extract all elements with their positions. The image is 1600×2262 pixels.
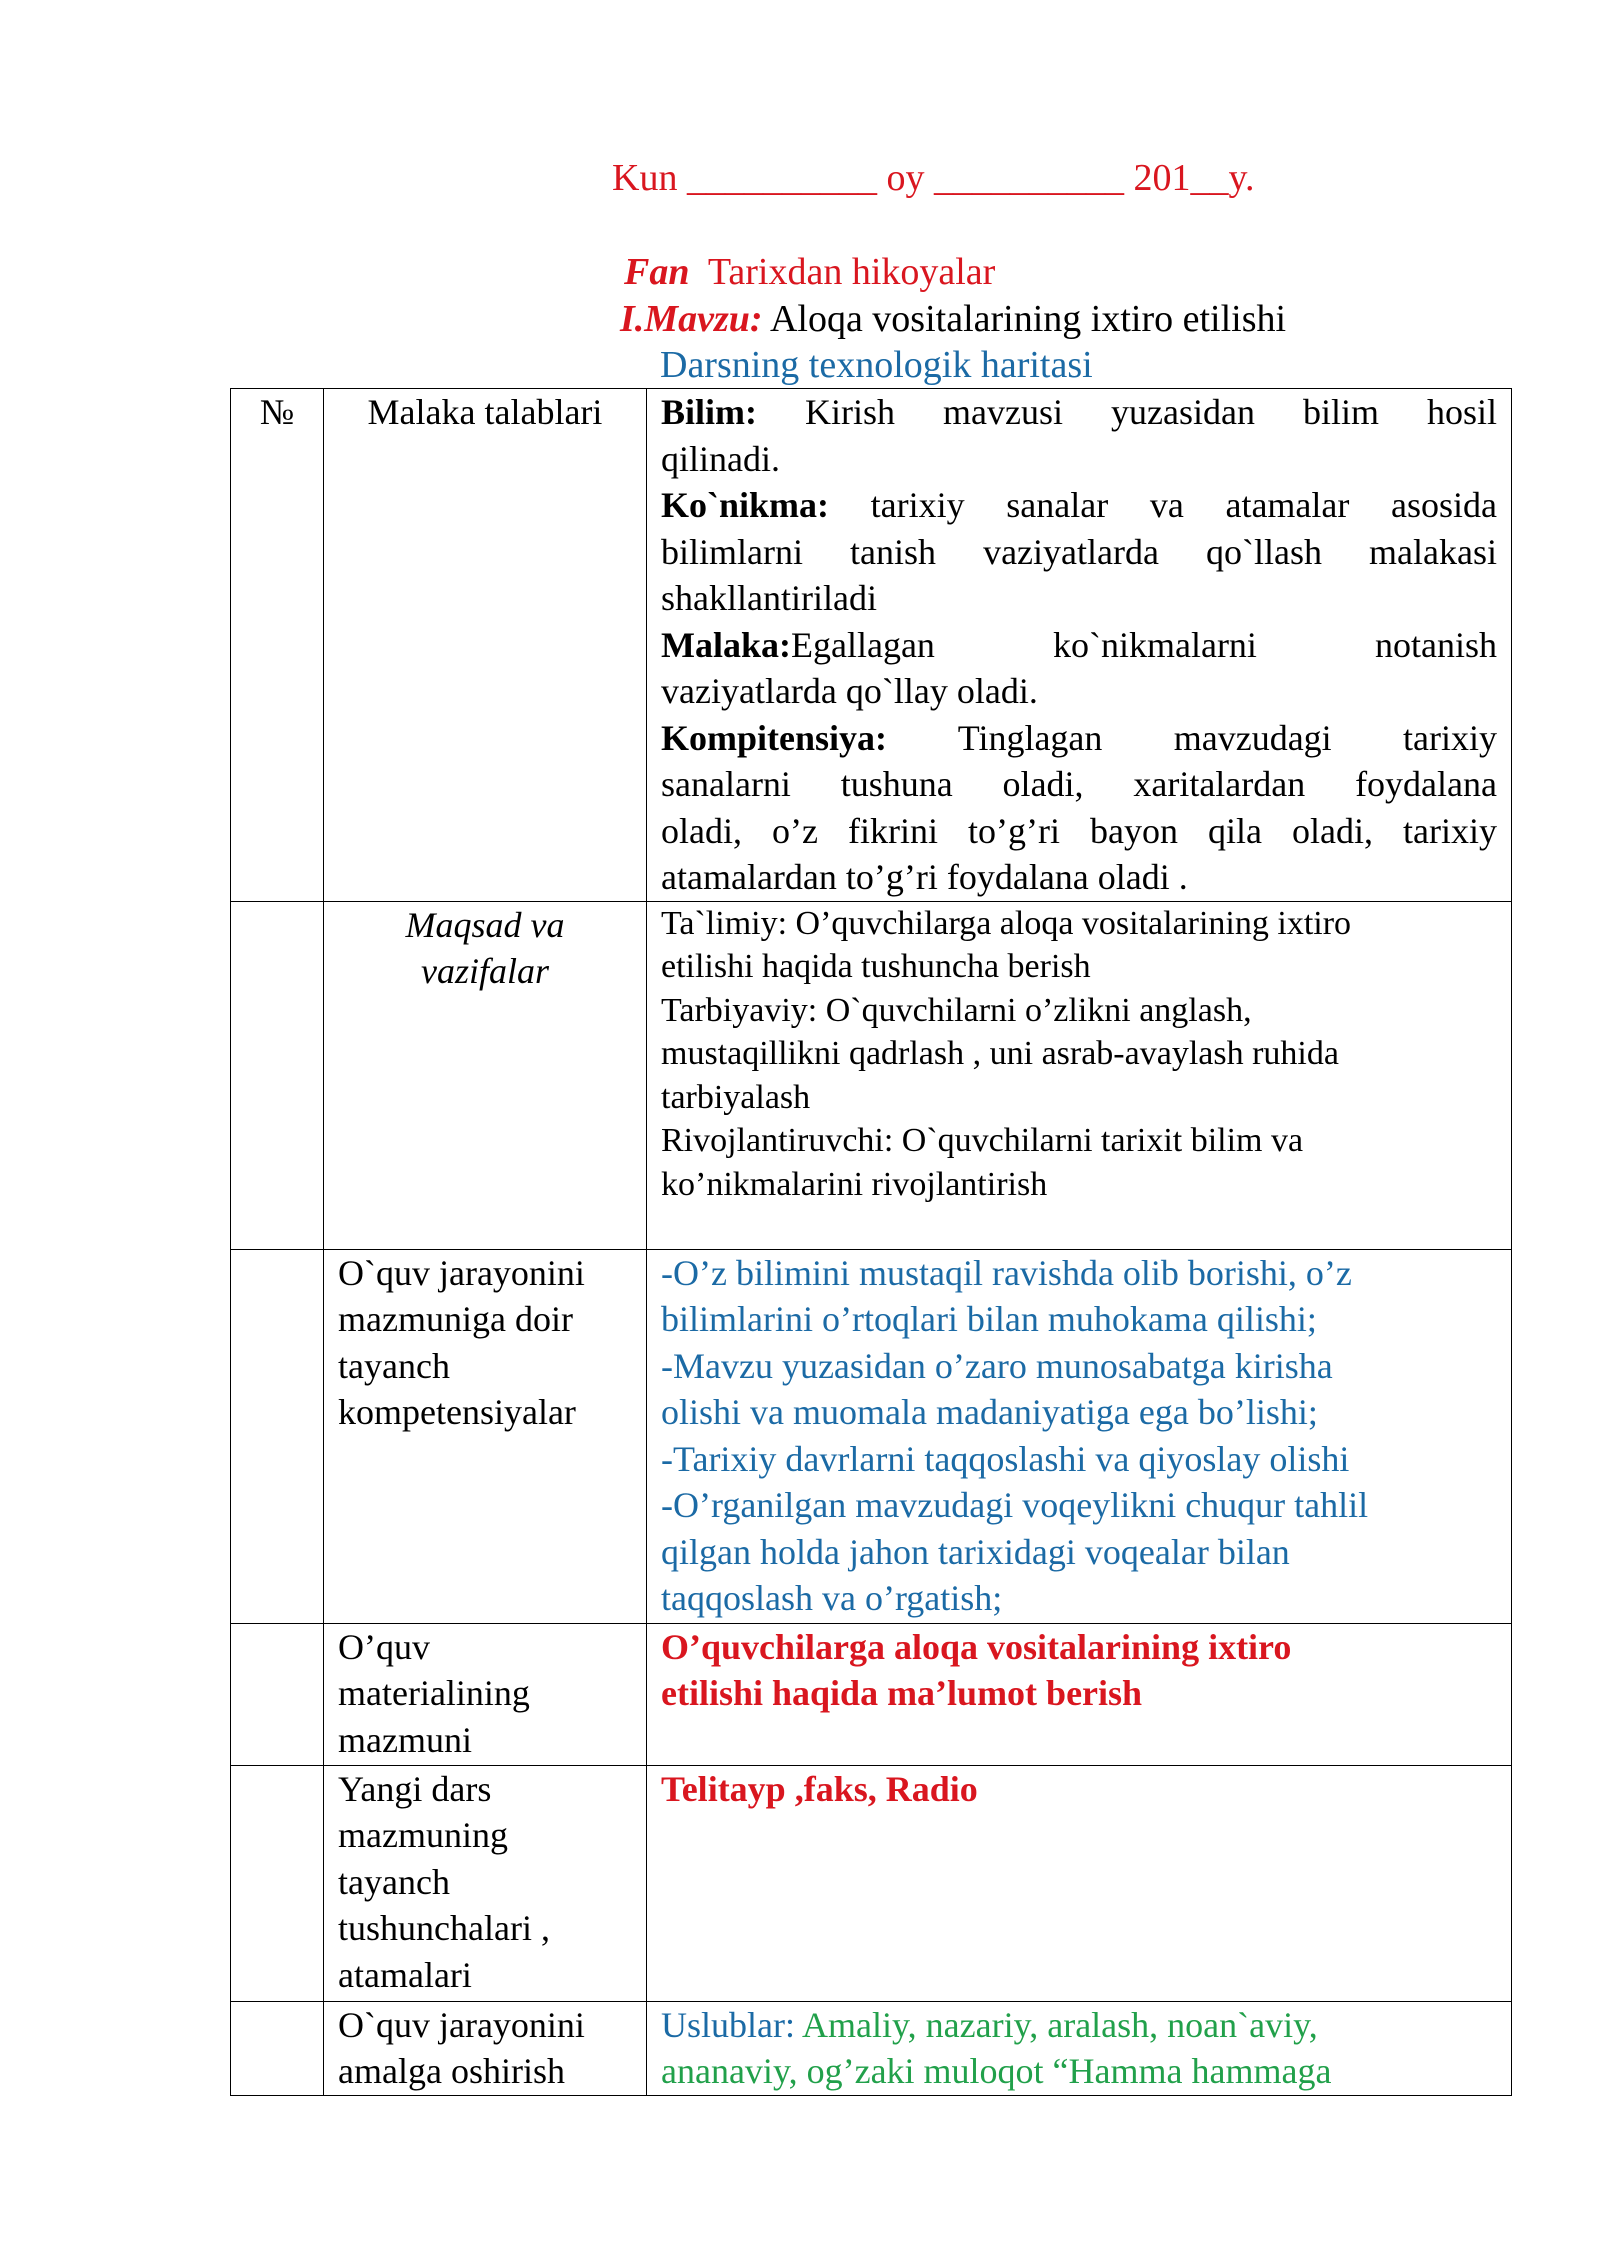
text-line: mustaqillikni qadrlash , uni asrab-avaylash ruhida xyxy=(661,1035,1339,1072)
text-line: -O’z bilimini mustaqil ravishda olib borishi, o’z xyxy=(661,1252,1352,1293)
text-line: olishi va muomala madaniyatiga ega bo’lishi; xyxy=(661,1392,1318,1432)
text-line: bilimlarni tanish vaziyatlarda qo`llash malakasi xyxy=(661,531,1497,572)
text-line: O’quvchilarga aloqa vositalarining ixtiro xyxy=(661,1626,1292,1667)
text-line: -O’rganilgan mavzudagi voqeylikni chuqur tahlil xyxy=(661,1485,1369,1525)
methods-label: Uslublar: xyxy=(661,2004,795,2045)
text-line: vaziyatlarda qo`llay oladi. xyxy=(661,671,1038,711)
text-line: shakllantiriladi xyxy=(661,578,877,618)
date-line: Kun __________ oy __________ 201__y. xyxy=(612,157,1255,199)
topic-value: Aloqa vositalarining ixtiro etilishi xyxy=(769,298,1287,340)
row-content xyxy=(647,389,1512,902)
num-cell xyxy=(231,901,324,1249)
text-line: Tarbiyaviy: O`quvchilarni o’zlikni anglash, xyxy=(661,991,1252,1029)
term: Kompitensiya: xyxy=(661,717,888,758)
row-label: Yangi dars mazmuning tayanch tushunchalari , atamalari xyxy=(324,1765,647,2001)
term: Ko`nikma: xyxy=(661,485,830,525)
num-cell xyxy=(231,1765,324,2001)
text-line: Malaka:Egallagan ko`nikmalarni notanish xyxy=(661,624,1497,665)
table-row xyxy=(231,389,1512,902)
text-line: oladi, o’z fikrini to’g’ri bayon qila oladi, tarixiy xyxy=(661,810,1497,851)
subject-value: Tarixdan hikoyalar xyxy=(707,251,996,293)
row-label: O`quv jarayonini mazmuniga doir tayanch kompetensiyalar xyxy=(324,1249,647,1623)
table-row xyxy=(231,1765,1512,2001)
text-line: etilishi haqida tushuncha berish xyxy=(661,948,1091,985)
num-cell xyxy=(231,1623,324,1765)
term: Bilim: xyxy=(661,392,757,432)
term: Malaka: xyxy=(661,624,791,665)
text-line: Ta`limiy: O’quvchilarga aloqa vositalarining ixtiro xyxy=(661,904,1352,942)
table-row xyxy=(231,2001,1512,2095)
text-line: Kompitensiya: Tinglagan mavzudagi tarixiy xyxy=(661,717,1497,758)
text-line: -Tarixiy davrlarni taqqoslashi va qiyoslay olishi xyxy=(661,1438,1350,1479)
text-line: Ko`nikma: tarixiy sanalar va atamalar asosida xyxy=(661,485,1497,525)
text-line: Rivojlantiruvchi: O`quvchilarni tarixit bilim va xyxy=(661,1122,1304,1159)
text-line: ananaviy, og’zaki muloqot “Hamma hammaga xyxy=(661,2051,1332,2091)
row-label: O`quv jarayonini amalga oshirish xyxy=(324,2001,647,2095)
row-content xyxy=(647,1623,1512,1765)
table-row xyxy=(231,1249,1512,1623)
row-content xyxy=(647,901,1512,1249)
text-line: Bilim: Kirish mavzusi yuzasidan bilim hosil xyxy=(661,392,1497,432)
row-label: Maqsad va vazifalar xyxy=(324,901,647,1249)
text-line: qilgan holda jahon tarixidagi voqealar bilan xyxy=(661,1531,1290,1572)
row-content xyxy=(647,2001,1512,2095)
num-cell xyxy=(231,2001,324,2095)
table-row xyxy=(231,901,1512,1249)
row-label: O’quv materialining mazmuni xyxy=(324,1623,647,1765)
topic-label: I.Mavzu: xyxy=(620,298,763,340)
text-line: -Mavzu yuzasidan o’zaro munosabatga kirisha xyxy=(661,1345,1333,1386)
row-content xyxy=(647,1765,1512,2001)
row-label: Malaka talablari xyxy=(324,389,647,902)
topic-line xyxy=(620,296,1286,342)
text-line: bilimlarini o’rtoqlari bilan muhokama qilishi; xyxy=(661,1299,1317,1339)
text-line: Uslublar: Amaliy, nazariy, aralash, noan`aviy, xyxy=(661,2004,1318,2045)
text-line: Telitayp ,faks, Radio xyxy=(661,1768,978,1809)
text-line: taqqoslash va o’rgatish; xyxy=(661,1578,1003,1618)
row-content xyxy=(647,1249,1512,1623)
num-cell xyxy=(231,1249,324,1623)
text-line: sanalarni tushuna oladi, xaritalardan foydalana xyxy=(661,764,1497,804)
text-line: atamalardan to’g’ri foydalana oladi . xyxy=(661,857,1188,897)
table-row xyxy=(231,1623,1512,1765)
subject-line xyxy=(624,249,995,295)
text-line: tarbiyalash xyxy=(661,1078,811,1116)
text-line: qilinadi. xyxy=(661,438,780,479)
text-line: etilishi haqida ma’lumot berish xyxy=(661,1673,1143,1713)
lesson-map-table xyxy=(230,388,1512,2096)
subject-label: Fan xyxy=(624,251,690,293)
text-line: ko’nikmalarini rivojlantirish xyxy=(661,1165,1048,1203)
map-title: Darsning texnologik haritasi xyxy=(660,344,1093,386)
num-header: № xyxy=(231,389,324,902)
